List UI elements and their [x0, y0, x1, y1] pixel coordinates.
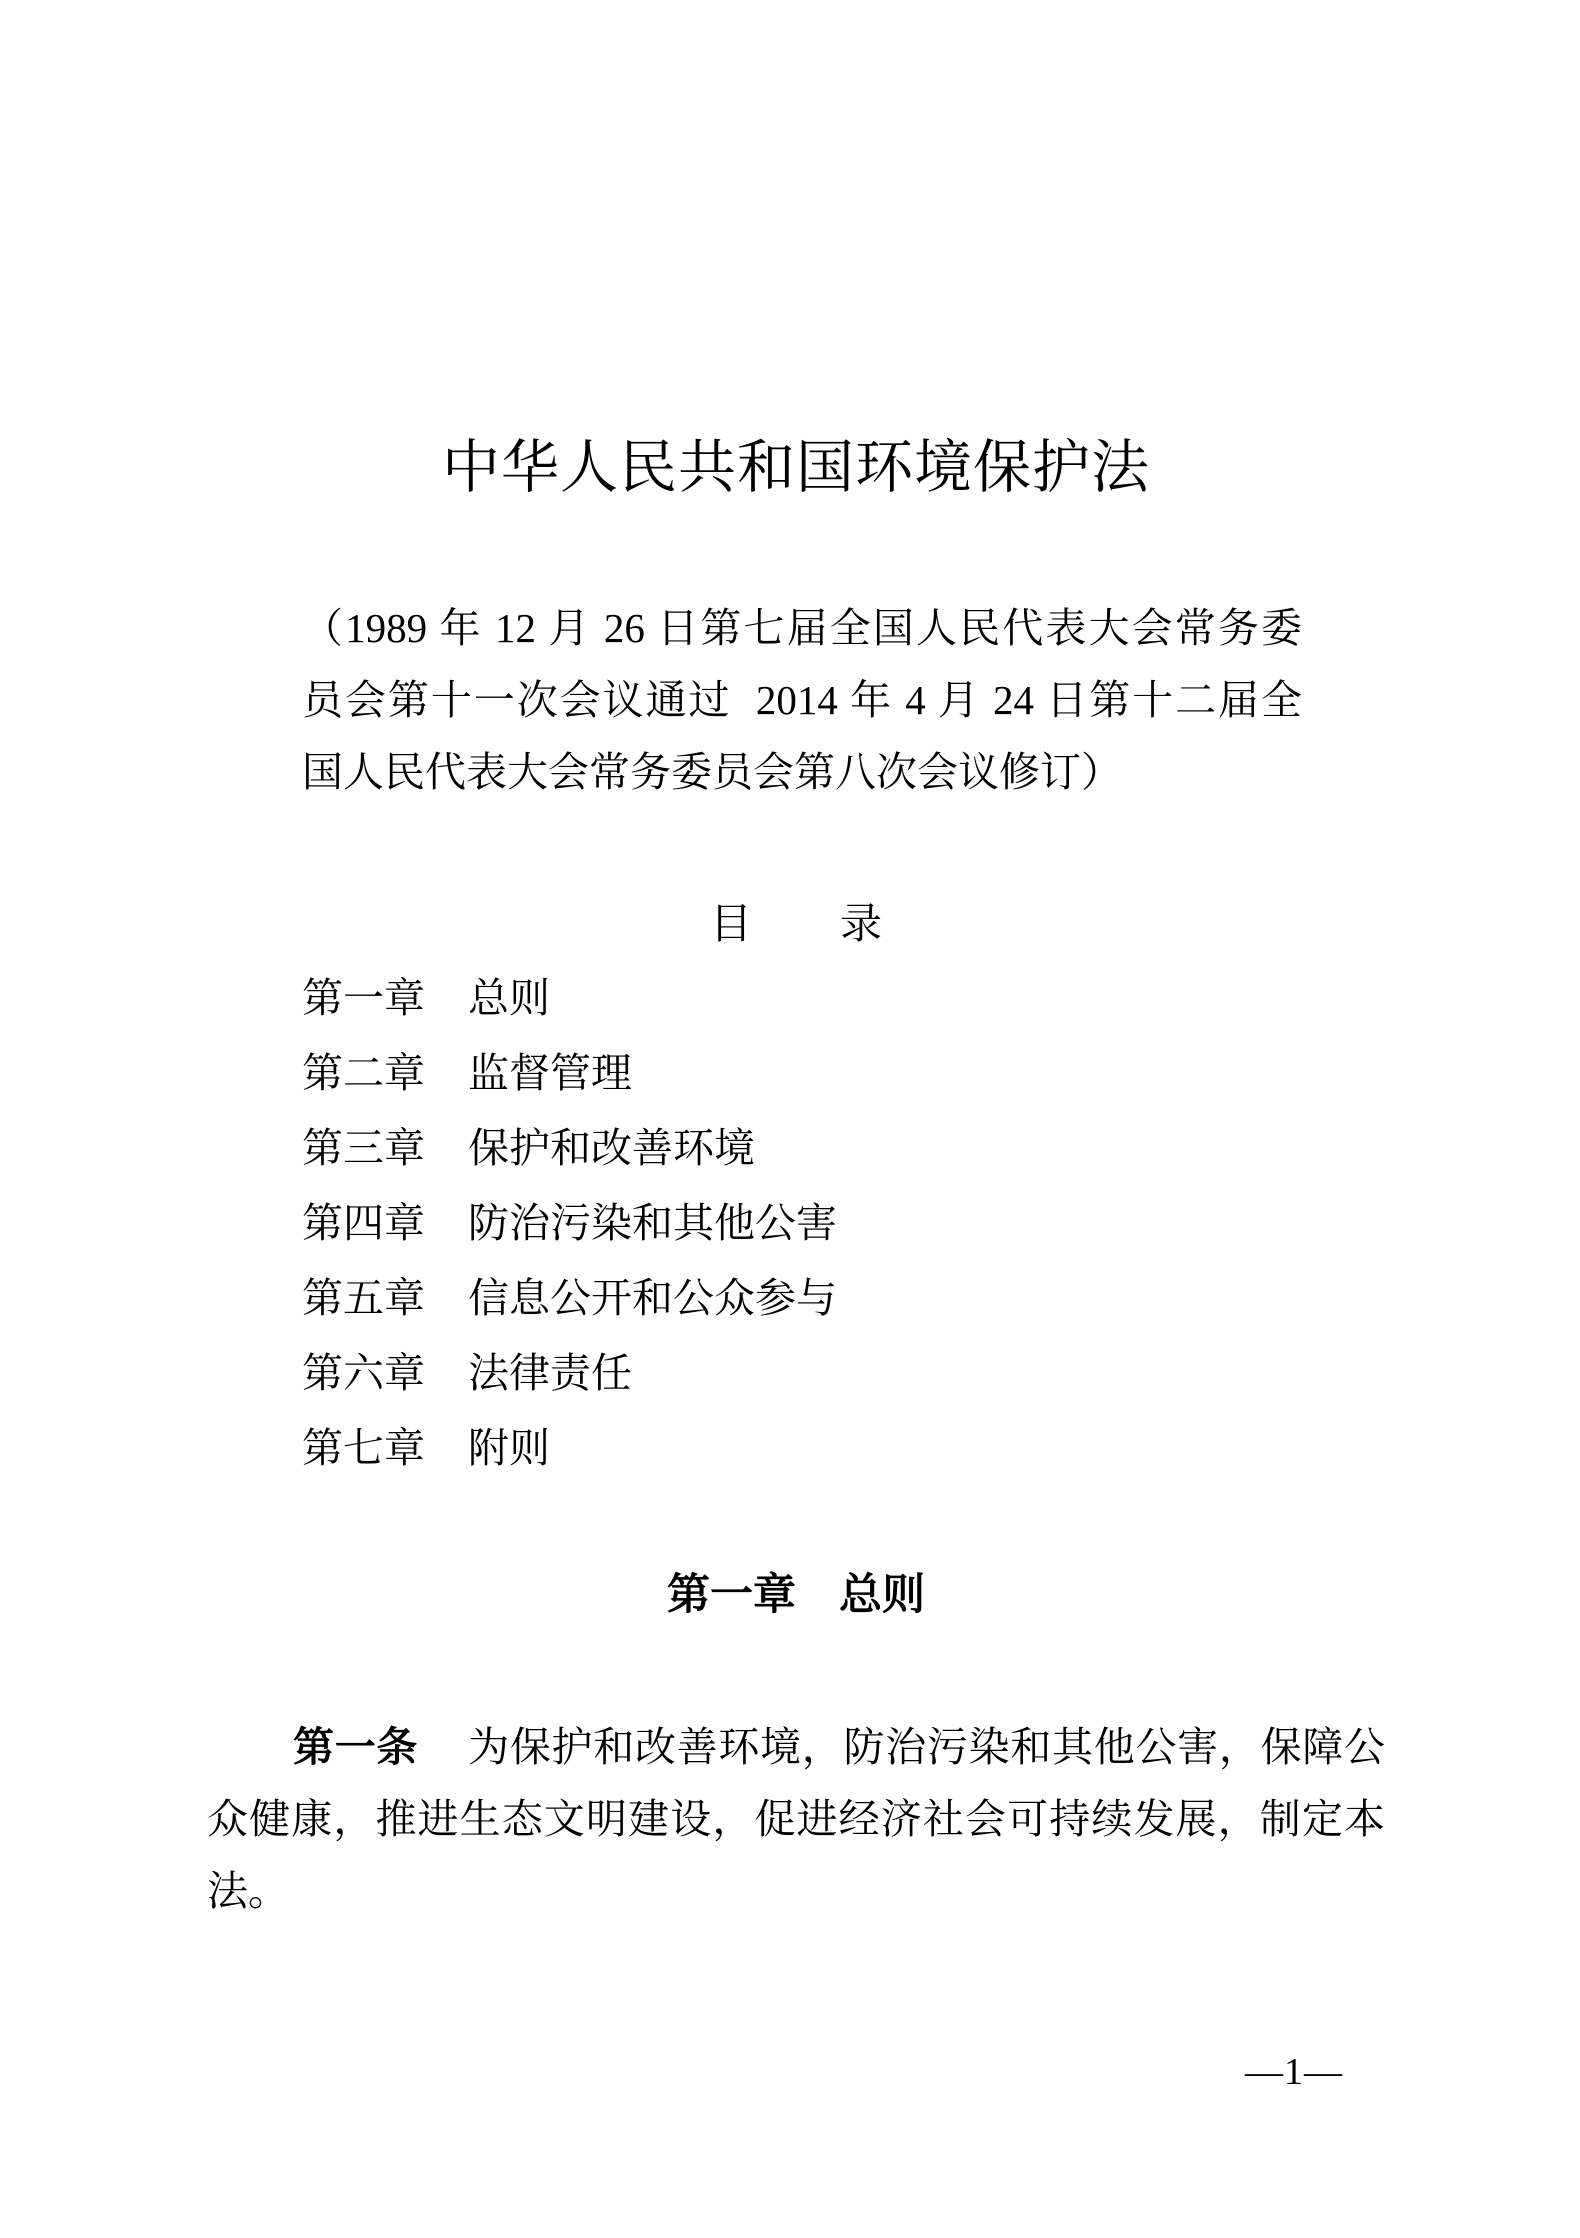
page-number: —1—	[1245, 2051, 1343, 2093]
toc-item-title: 防治污染和其他公害	[468, 1200, 837, 1246]
toc-item-title: 保护和改善环境	[468, 1125, 755, 1171]
article-1-line: 法。	[207, 1868, 289, 1914]
toc-item	[302, 1261, 1385, 1336]
toc-item	[302, 1036, 1385, 1111]
chapter-title: 总则	[839, 1571, 925, 1619]
toc-item-chapter: 第五章	[302, 1275, 425, 1321]
toc-item-chapter: 第六章	[302, 1350, 425, 1396]
preamble-line: 员会第十一次会议通过 2014 年 4 月 24 日第十二届全	[302, 677, 1302, 723]
chapter-1-heading	[207, 1559, 1385, 1631]
toc-item	[302, 1336, 1385, 1411]
toc-item	[302, 1411, 1385, 1486]
chapter-number: 第一章	[667, 1571, 796, 1619]
article-1-text: 为保护和改善环境，防治污染和其他公害，保障公	[468, 1724, 1385, 1770]
toc-item-chapter: 第三章	[302, 1125, 425, 1171]
toc-item-chapter: 第二章	[302, 1050, 425, 1096]
toc-item-title: 信息公开和公众参与	[468, 1275, 837, 1321]
toc-heading	[207, 889, 1385, 961]
toc-heading-char: 目	[709, 902, 752, 948]
toc-item	[302, 961, 1385, 1036]
document-title: 中华人民共和国环境保护法	[441, 435, 1150, 500]
toc-item-title: 法律责任	[468, 1350, 632, 1396]
toc-list	[302, 961, 1385, 1486]
toc-heading-char: 录	[840, 902, 883, 948]
toc-item	[302, 1111, 1385, 1186]
article-1-line	[207, 1711, 1385, 1783]
article-1-label: 第一条	[293, 1724, 419, 1770]
toc-item-chapter: 第一章	[302, 975, 425, 1021]
preamble-line: （1989 年 12 月 26 日第七届全国人民代表大会常务委	[302, 605, 1302, 651]
article-1-line: 众健康，推进生态文明建设，促进经济社会可持续发展，制定本	[207, 1796, 1385, 1842]
toc-item-title: 附则	[468, 1425, 550, 1471]
toc-item	[302, 1186, 1385, 1261]
preamble	[302, 592, 1302, 808]
toc-item-title: 监督管理	[468, 1050, 632, 1096]
preamble-line: 国人民代表大会常务委员会第八次会议修订）	[302, 749, 1122, 795]
toc-item-title: 总则	[468, 975, 550, 1021]
toc-item-chapter: 第七章	[302, 1425, 425, 1471]
toc-item-chapter: 第四章	[302, 1200, 425, 1246]
article-1	[207, 1711, 1385, 1927]
